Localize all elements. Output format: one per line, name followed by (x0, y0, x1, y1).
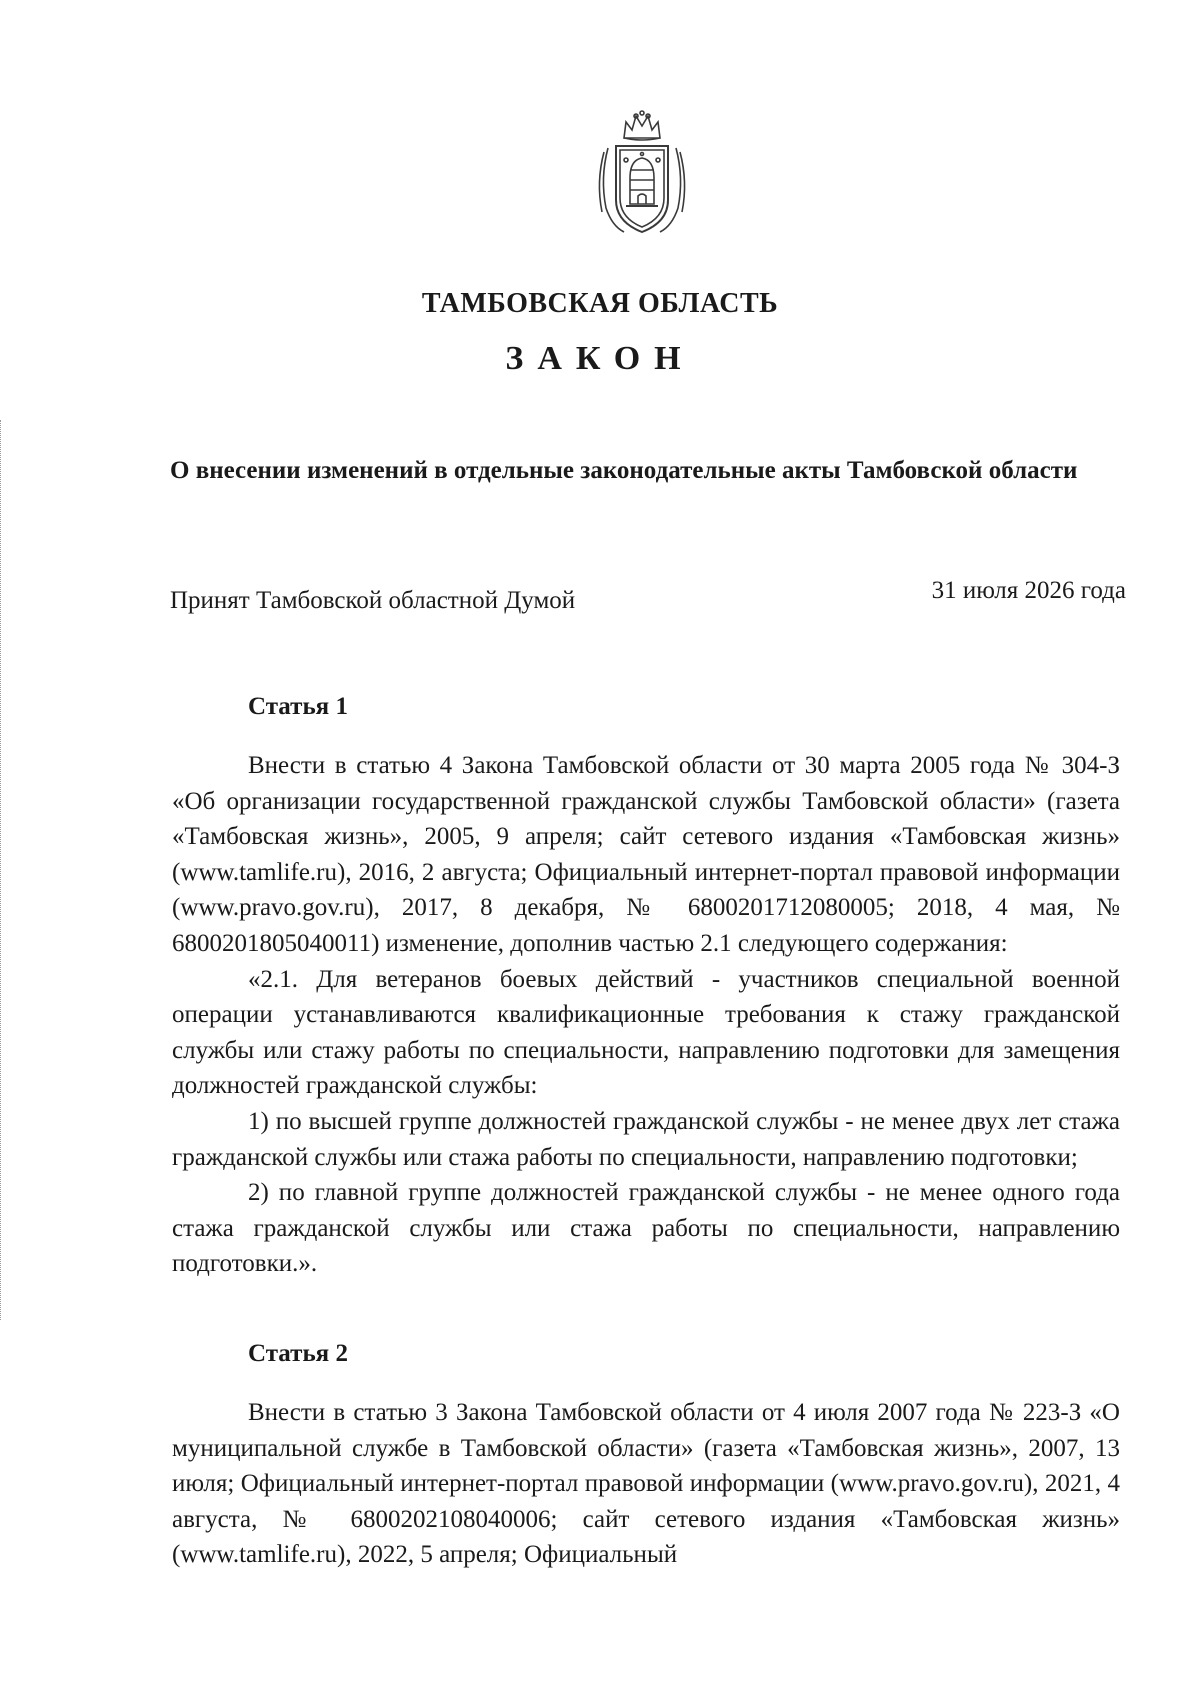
coat-of-arms-icon (594, 108, 690, 240)
adopted-date-text: 31 июля 2026 года (931, 577, 1126, 604)
article-1-paragraph: 1) по высшей группе должностей гражданской службы - не менее двух лет стажа гражданской службы или стажа работы по специальности, направлению подготовки; (172, 1107, 1120, 1171)
article-2-paragraph: Внести в статью 3 Закона Тамбовской области от 4 июля 2007 года № 223-З «О муниципальной службе в Тамбовской области» (газета «Тамбовская жизнь», 2007, 13 июля; Официальный интернет-портал правовой информации (www.pravo.gov.ru), 2021, 4 августа, № 6800202108040006; сайт сетевого издания «Тамбовская жизнь» (www.tamlife.ru), 2022, 5 апреля; Официальный (172, 1399, 1120, 1569)
article-1-heading: Статья 1 (248, 693, 348, 720)
region-heading: ТАМБОВСКАЯ ОБЛАСТЬ (421, 288, 779, 319)
article-1-paragraph: Внести в статью 4 Закона Тамбовской области от 30 марта 2005 года № 304-З «Об организации государственной гражданской службы Тамбовской области» (газета «Тамбовская жизнь», 2005, 9 апреля; сайт сетевого издания «Тамбовская жизнь» (www.tamlife.ru), 2016, 2 августа; Официальный интернет-портал правовой информации (www.pravo.gov.ru), 2017, 8 декабря, № 6800201712080005; 2018, 4 мая, № 6800201805040011) изменение, дополнив частью 2.1 следующего содержания: (172, 752, 1120, 957)
article-2-heading: Статья 2 (248, 1340, 348, 1367)
article-1-body (172, 748, 1120, 1282)
adopted-by-text: Принят Тамбовской областной Думой (170, 587, 576, 614)
scan-edge-marks (0, 420, 7, 1320)
document-type-heading: ЗАКОН (505, 340, 695, 377)
article-1-paragraph: «2.1. Для ветеранов боевых действий - участников специальной военной операции устанавливаются квалификационные требования к стажу гражданской службы или стажу работы по специальности, направлению подготовки для замещения должностей гражданской службы: (172, 965, 1120, 1100)
law-title: О внесении изменений в отдельные законодательные акты Тамбовской области (170, 457, 1078, 484)
article-1-paragraph: 2) по главной группе должностей гражданской службы - не менее одного года стажа гражданской службы или стажа работы по специальности, направлению подготовки.». (172, 1179, 1120, 1278)
article-2-body (172, 1395, 1120, 1573)
